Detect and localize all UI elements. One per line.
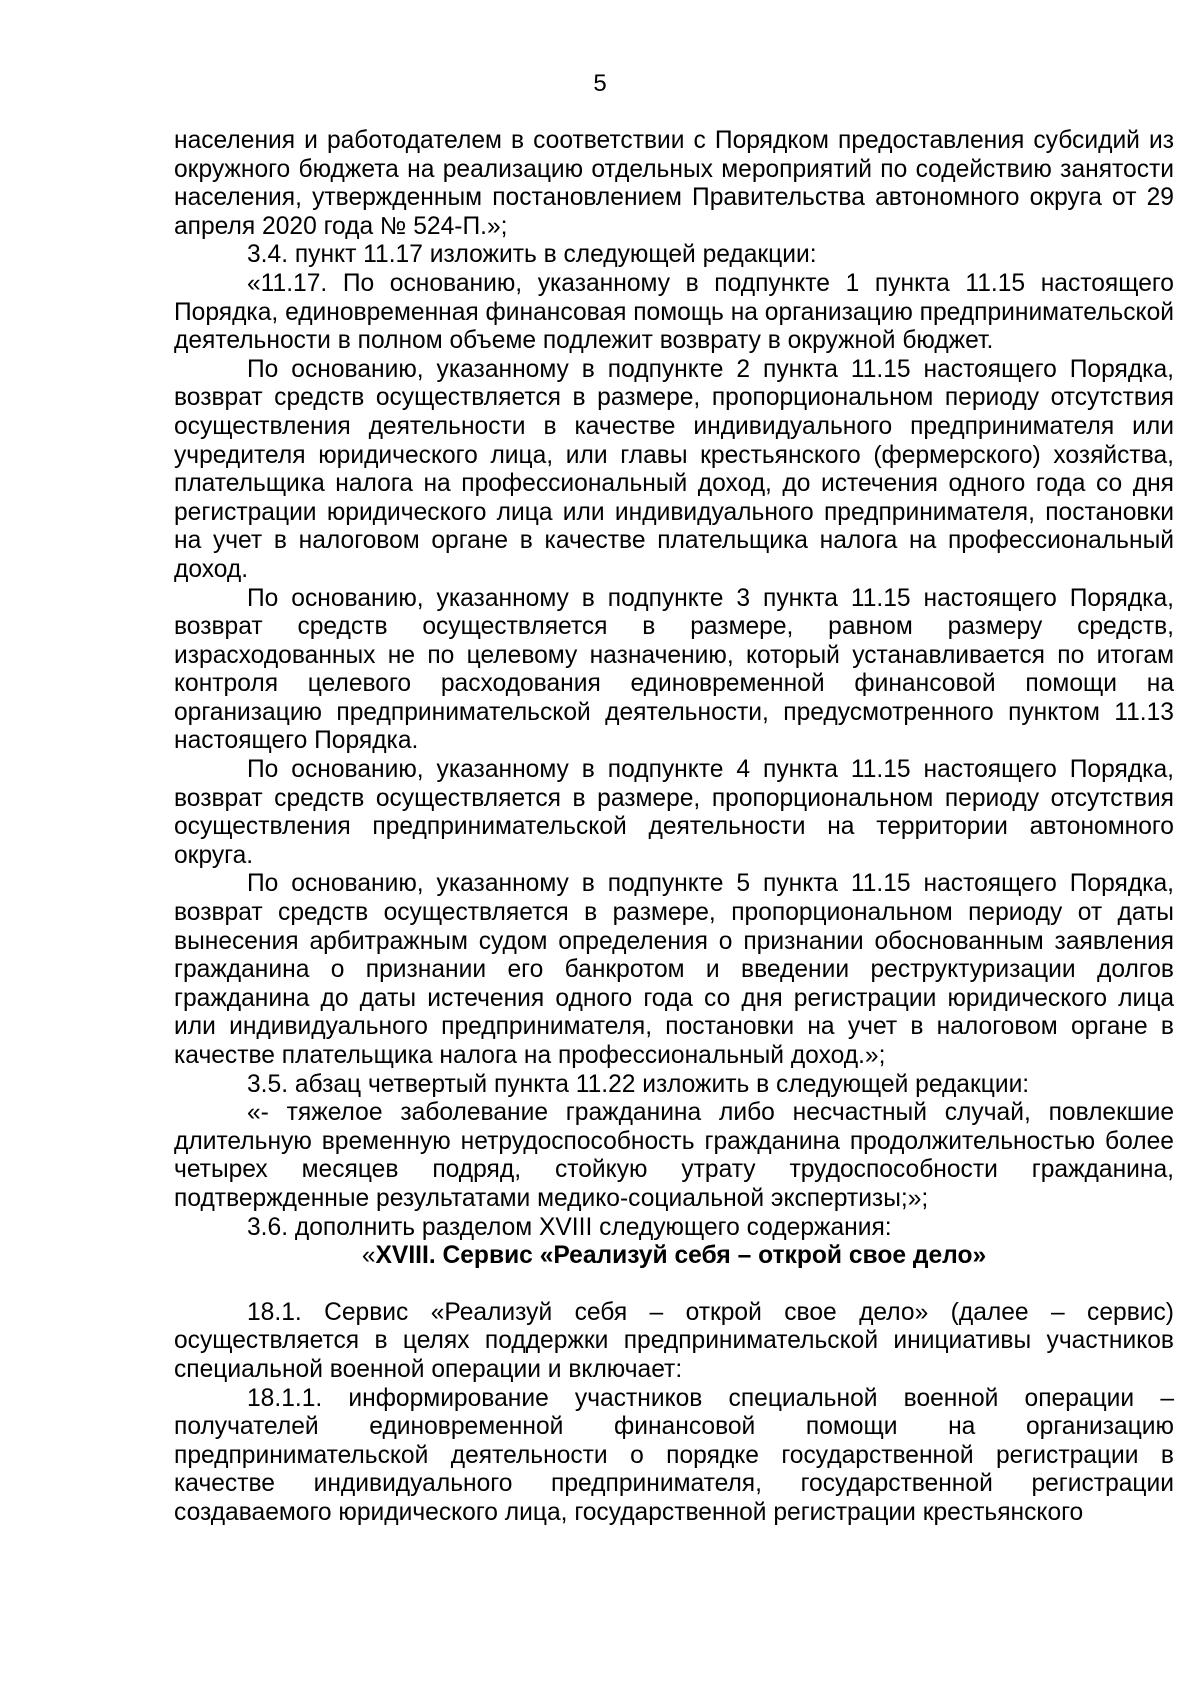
paragraph: По основанию, указанному в подпункте 2 пункта 11.15 настоящего Порядка, возврат средств осуществляется в размере, пропорциональном периоду отсутствия осуществления деятельности в качестве индивидуального предпринимателя или учредителя юридического лица, или главы крестьянского (фермерского) хозяйства, плательщика налога на профессиональный доход, до истечения одного года со дня регистрации юридического лица или индивидуального предпринимателя, постановки на учет в налоговом органе в качестве плательщика налога на профессиональный доход. <box>174 355 1174 583</box>
paragraph: 3.5. абзац четвертый пункта 11.22 изложить в следующей редакции: <box>247 1070 1030 1098</box>
paragraph: «11.17. По основанию, указанному в подпункте 1 пункта 11.15 настоящего Порядка, единовременная финансовая помощь на организацию предпринимательской деятельности в полном объеме подлежит возврату в окружной бюджет. <box>174 269 1174 355</box>
blank-line <box>174 1271 1174 1299</box>
paragraph: 3.4. пункт 11.17 изложить в следующей редакции: <box>247 241 817 269</box>
paragraph: населения и работодателем в соответствии с Порядком предоставления субсидий из окружного бюджета на реализацию отдельных мероприятий по содействию занятости населения, утвержденным постановлением Правительства автономного округа от 29 апреля 2020 года № 524-П.»; <box>174 127 1174 240</box>
heading-open-quote: « <box>361 1242 376 1270</box>
paragraph: По основанию, указанному в подпункте 3 пункта 11.15 настоящего Порядка, возврат средств осуществляется в размере, равном размеру средств, израсходованных не по целевому назначению, который устанавливается по итогам контроля целевого расходования единовременной финансовой помощи на организацию предпринимательской деятельности, предусмотренного пунктом 11.13 настоящего Порядка. <box>174 584 1174 755</box>
paragraph: По основанию, указанному в подпункте 4 пункта 11.15 настоящего Порядка, возврат средств осуществляется в размере, пропорциональном периоду отсутствия осуществления предпринимательской деятельности на территории автономного округа. <box>174 756 1174 869</box>
document-body <box>174 127 1174 1528</box>
paragraph: По основанию, указанному в подпункте 5 пункта 11.15 настоящего Порядка, возврат средств осуществляется в размере, пропорциональном периоду от даты вынесения арбитражным судом определения о признании обоснованным заявления гражданина о признании его банкротом и введении реструктуризации долгов гражданина до даты истечения одного года со дня регистрации юридического лица или индивидуального предпринимателя, постановки на учет в налоговом органе в качестве плательщика налога на профессиональный доход.»; <box>174 870 1174 1069</box>
paragraph: 18.1. Сервис «Реализуй себя – открой свое дело» (далее – сервис) осуществляется в целях поддержки предпринимательской инициативы участников специальной военной операции и включает: <box>174 1298 1174 1383</box>
section-heading-text: XVIII. Сервис «Реализуй себя – открой свое дело» <box>375 1242 987 1270</box>
section-heading <box>174 1242 1174 1271</box>
paragraph: 18.1.1. информирование участников специальной военной операции – получателей единовременной финансовой помощи на организацию предпринимательской деятельности о порядке государственной регистрации в качестве индивидуального предпринимателя, государственной регистрации создаваемого юридического лица, государственной регистрации крестьянского <box>174 1384 1174 1526</box>
paragraph: «- тяжелое заболевание гражданина либо несчастный случай, повлекшие длительную временную нетрудоспособность гражданина продолжительностью более четырех месяцев подряд, стойкую утрату трудоспособности гражданина, подтвержденные результатами медико-социальной экспертизы;»; <box>174 1099 1174 1212</box>
page-number: 5 <box>593 70 607 97</box>
paragraph: 3.6. дополнить разделом XVIII следующего содержания: <box>247 1213 892 1241</box>
